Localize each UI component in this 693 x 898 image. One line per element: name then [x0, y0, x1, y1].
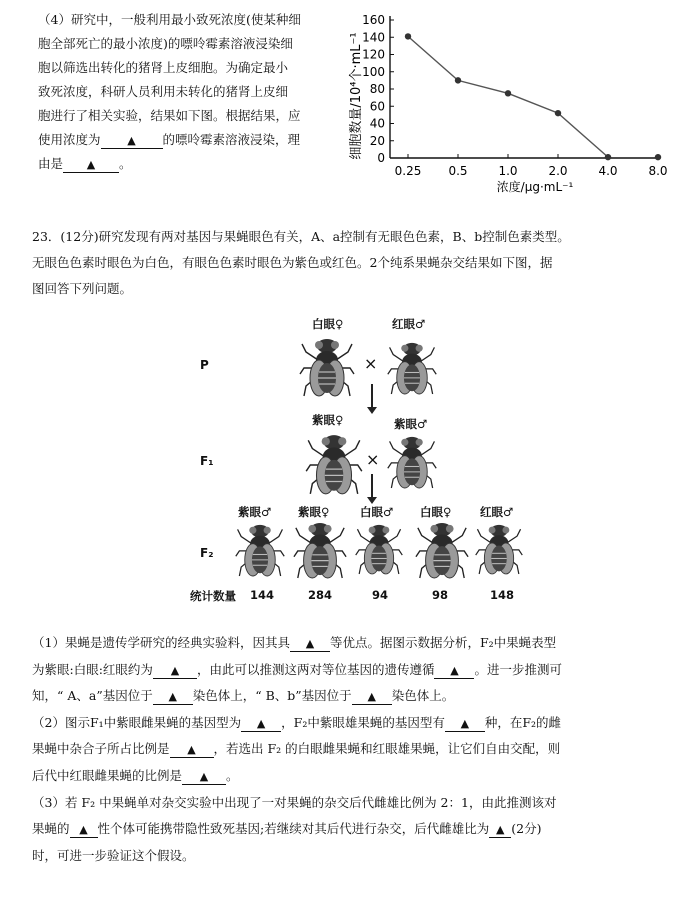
p2-a: （2）图示F₁中紫眼雌果蝇的基因型为 [32, 714, 242, 730]
q4-line6-pre: 使用浓度为 [38, 132, 101, 147]
p3-b: 果蝇的 [32, 821, 70, 837]
fly-male-purple-eye-icon [386, 432, 438, 496]
count-3: 94 [372, 588, 389, 602]
chart-svg [340, 4, 670, 200]
answer-line [32, 816, 672, 843]
p1-d: ，由此可以推测这两对等位基因的遗传遵循 [196, 661, 435, 677]
answer-blank: ▲ [101, 134, 163, 149]
answer-line [32, 710, 672, 737]
y-axis [362, 13, 394, 165]
answer-blank: ▲ [182, 770, 226, 785]
y-tick-label: 100 [362, 64, 385, 79]
fly-male-red-eye-icon [386, 338, 438, 402]
fly-female-purple-eye-icon [304, 430, 364, 502]
p2-d: 果蝇中杂合子所占比例是 [32, 741, 170, 757]
data-point [555, 110, 561, 116]
genetic-cross-diagram [150, 316, 550, 612]
q4-line: 胞以筛选出转化的猪肾上皮细胞。为确定最小 [38, 60, 289, 75]
answers-section [32, 630, 672, 869]
p2-f: 后代中红眼雌果蝇的比例是 [32, 767, 183, 783]
q4-line7-post: 。 [119, 156, 132, 171]
x-tick-label: 1.0 [498, 164, 518, 178]
p3-d: (2分) [511, 821, 542, 837]
data-point [655, 154, 661, 160]
f2-label-2: 紫眼♀ [298, 505, 330, 519]
p1-f: 知，“ A、a”基因位于 [32, 688, 153, 704]
f2-fly-purple-female-icon [292, 518, 348, 586]
answer-blank: ▲ [489, 823, 511, 838]
x-tick-label: 4.0 [598, 164, 618, 178]
q23-line: 23．(12分)研究发现有两对基因与果蝇眼色有关，A、a控制有无眼色色素，B、b控制色素类型。 [32, 229, 570, 244]
y-axis-label: 细胞数量/10⁴个·mL⁻¹ [349, 32, 364, 160]
q4-line: 致死浓度，科研人员利用未转化的猪肾上皮细 [38, 84, 289, 99]
q23-line: 图回答下列问题。 [32, 281, 133, 296]
x-tick-label: 2.0 [548, 164, 568, 178]
y-tick-label: 60 [369, 99, 385, 114]
p1-a: （1）果蝇是遗传学研究的经典实验料，因其具 [32, 635, 290, 650]
generation-f1-label: F₁ [200, 454, 214, 468]
q4-line: 胞全部死亡的最小浓度)的嘌呤霉素溶液浸染细 [38, 36, 293, 51]
answer-line: 时，可进一步验证这个假设。 [32, 847, 195, 863]
f2-fly-red-male-icon [474, 520, 524, 582]
answer-blank: ▲ [153, 690, 193, 705]
answer-line [32, 763, 672, 790]
cross-symbol: × [364, 354, 378, 373]
series-line [405, 33, 661, 160]
q4-line [38, 128, 333, 152]
answer-blank: ▲ [70, 823, 98, 838]
f2-fly-white-female-icon [414, 518, 470, 586]
x-axis [390, 154, 668, 178]
q4-line7-pre: 由是 [38, 156, 64, 171]
count-1: 144 [250, 588, 275, 602]
y-tick-label: 160 [362, 13, 385, 27]
x-tick-label: 8.0 [648, 164, 668, 178]
count-5: 148 [490, 588, 515, 602]
y-tick-label: 120 [362, 47, 385, 62]
arrow-down-icon [371, 384, 373, 408]
count-2: 284 [308, 588, 333, 602]
p2-e: ，若选出 F₂ 的白眼雌果蝇和红眼雄果蝇，让它们自由交配，则 [213, 741, 561, 757]
answer-line [32, 657, 672, 684]
p-female-label: 白眼♀ [312, 317, 344, 331]
y-tick-label: 140 [362, 30, 385, 45]
f2-label-5: 红眼♂ [480, 505, 514, 519]
cross-symbol: × [366, 450, 380, 469]
cell-count-chart [340, 4, 670, 200]
q23-line: 无眼色色素时眼色为白色，有眼色色素时眼色为紫色或红色。2个纯系果蝇杂交结果如下图，据 [32, 255, 553, 270]
p1-e: 。进一步推测可 [474, 661, 562, 677]
y-tick-label: 0 [377, 151, 385, 165]
p1-c: 为紫眼:白眼:红眼约为 [32, 661, 153, 677]
answer-blank: ▲ [170, 743, 214, 758]
x-tick-label: 0.25 [394, 164, 422, 178]
answer-blank: ▲ [63, 158, 119, 173]
data-line [408, 36, 608, 157]
q4-line: 胞进行了相关实验，结果如下图。根据结果，应 [38, 108, 301, 123]
answer-blank: ▲ [434, 664, 474, 679]
answer-line [32, 630, 672, 657]
count-4: 98 [432, 588, 449, 602]
y-tick-label: 40 [369, 116, 385, 131]
p1-g: 染色体上，“ B、b”基因位于 [192, 688, 352, 704]
f1-male-label: 紫眼♂ [394, 417, 428, 431]
f2-label-1: 紫眼♂ [238, 505, 272, 519]
question-4-text [38, 8, 333, 176]
data-point [605, 154, 611, 160]
f2-fly-purple-male-icon [234, 520, 286, 584]
y-tick-label: 80 [369, 82, 385, 96]
answer-blank: ▲ [153, 664, 197, 679]
arrow-down-icon [371, 474, 373, 498]
data-point [505, 90, 511, 96]
p2-g: 。 [226, 767, 239, 783]
answer-line: （3）若 F₂ 中果蝇单对杂交实验中出现了一对果蝇的杂交后代雌雄比例为 2：1，由此推测该对 [32, 794, 557, 810]
p1-h: 染色体上。 [391, 688, 455, 704]
answer-blank: ▲ [445, 717, 485, 732]
p-male-label: 红眼♂ [392, 317, 426, 331]
q4-line: （4）研究中，一般利用最小致死浓度(使某种细 [38, 12, 301, 27]
data-point [405, 33, 411, 39]
q4-line [38, 152, 333, 176]
x-axis-label: 浓度/μg·mL⁻¹ [496, 180, 574, 194]
p2-c: 种，在F₂的雌 [484, 714, 562, 730]
generation-f2-label: F₂ [200, 546, 214, 560]
statistics-label: 统计数量 [190, 589, 236, 603]
p1-b: 等优点。据图示数据分析，F₂中果蝇表型 [329, 635, 557, 650]
answer-line [32, 736, 672, 763]
answer-line [32, 683, 672, 710]
x-tick-label: 0.5 [448, 164, 468, 178]
f2-fly-white-male-icon [354, 520, 404, 582]
q4-line6-post: 的嘌呤霉素溶液浸染，理 [162, 132, 301, 147]
f2-label-3: 白眼♂ [360, 505, 394, 519]
answer-blank: ▲ [241, 717, 281, 732]
y-tick-label: 20 [369, 133, 385, 148]
answer-blank: ▲ [290, 637, 330, 652]
fly-female-white-eye-icon [298, 334, 356, 404]
p2-b: ，F₂中紫眼雄果蝇的基因型有 [281, 714, 445, 730]
p3-c: 性个体可能携带隐性致死基因;若继续对其后代进行杂交，后代雌雄比为 [97, 821, 490, 837]
f1-female-label: 紫眼♀ [312, 413, 344, 427]
generation-p-label: P [200, 358, 209, 372]
data-point [455, 77, 461, 83]
f2-label-4: 白眼♀ [420, 505, 452, 519]
answer-blank: ▲ [352, 690, 392, 705]
question-23-text [32, 224, 672, 302]
